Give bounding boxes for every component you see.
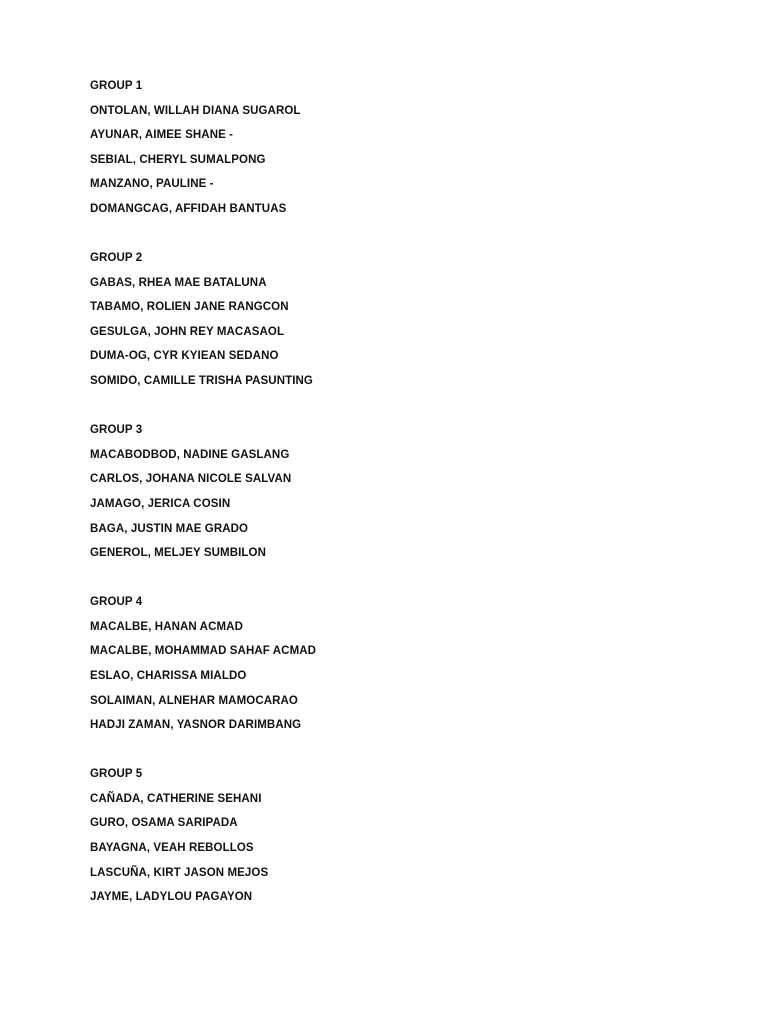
- member-name: AYUNAR, AIMEE SHANE -: [90, 129, 234, 142]
- member-name: GABAS, RHEA MAE BATALUNA: [90, 276, 267, 289]
- group-2: [90, 250, 730, 398]
- member-name: DUMA-OG, CYR KYIEAN SEDANO: [90, 350, 279, 363]
- group-title: GROUP 3: [90, 424, 143, 437]
- group-title: GROUP 4: [90, 596, 143, 609]
- member-name: MANZANO, PAULINE -: [90, 178, 214, 191]
- member-name: LASCUÑA, KIRT JASON MEJOS: [90, 866, 269, 879]
- group-4: [90, 594, 730, 742]
- member-name: BAYAGNA, VEAH REBOLLOS: [90, 842, 254, 855]
- member-name: GESULGA, JOHN REY MACASAOL: [90, 325, 285, 338]
- group-title: GROUP 5: [90, 768, 143, 781]
- member-name: JAYME, LADYLOU PAGAYON: [90, 891, 253, 904]
- group-title: GROUP 1: [90, 80, 143, 92]
- member-name: MACABODBOD, NADINE GASLANG: [90, 448, 290, 461]
- member-name: DOMANGCAG, AFFIDAH BANTUAS: [90, 202, 287, 215]
- group-list: [90, 78, 730, 938]
- member-name: GENEROL, MELJEY SUMBILON: [90, 547, 266, 560]
- member-name: TABAMO, ROLIEN JANE RANGCON: [90, 301, 289, 314]
- member-name: MACALBE, HANAN ACMAD: [90, 620, 243, 633]
- member-name: HADJI ZAMAN, YASNOR DARIMBANG: [90, 719, 302, 732]
- member-name: ESLAO, CHARISSA MIALDO: [90, 669, 247, 682]
- member-name: MACALBE, MOHAMMAD SAHAF ACMAD: [90, 645, 317, 658]
- group-5: [90, 766, 730, 914]
- member-name: SEBIAL, CHERYL SUMALPONG: [90, 153, 266, 166]
- group-3: [90, 422, 730, 570]
- member-name: CAÑADA, CATHERINE SEHANI: [90, 792, 262, 805]
- member-name: GURO, OSAMA SARIPADA: [90, 817, 238, 830]
- group-1: [90, 78, 730, 226]
- member-name: BAGA, JUSTIN MAE GRADO: [90, 522, 249, 535]
- member-name: CARLOS, JOHANA NICOLE SALVAN: [90, 473, 292, 486]
- member-name: SOMIDO, CAMILLE TRISHA PASUNTING: [90, 375, 313, 388]
- member-name: JAMAGO, JERICA COSIN: [90, 497, 231, 510]
- group-title: GROUP 2: [90, 252, 143, 265]
- member-name: SOLAIMAN, ALNEHAR MAMOCARAO: [90, 694, 298, 707]
- member-name: ONTOLAN, WILLAH DIANA SUGAROL: [90, 104, 301, 117]
